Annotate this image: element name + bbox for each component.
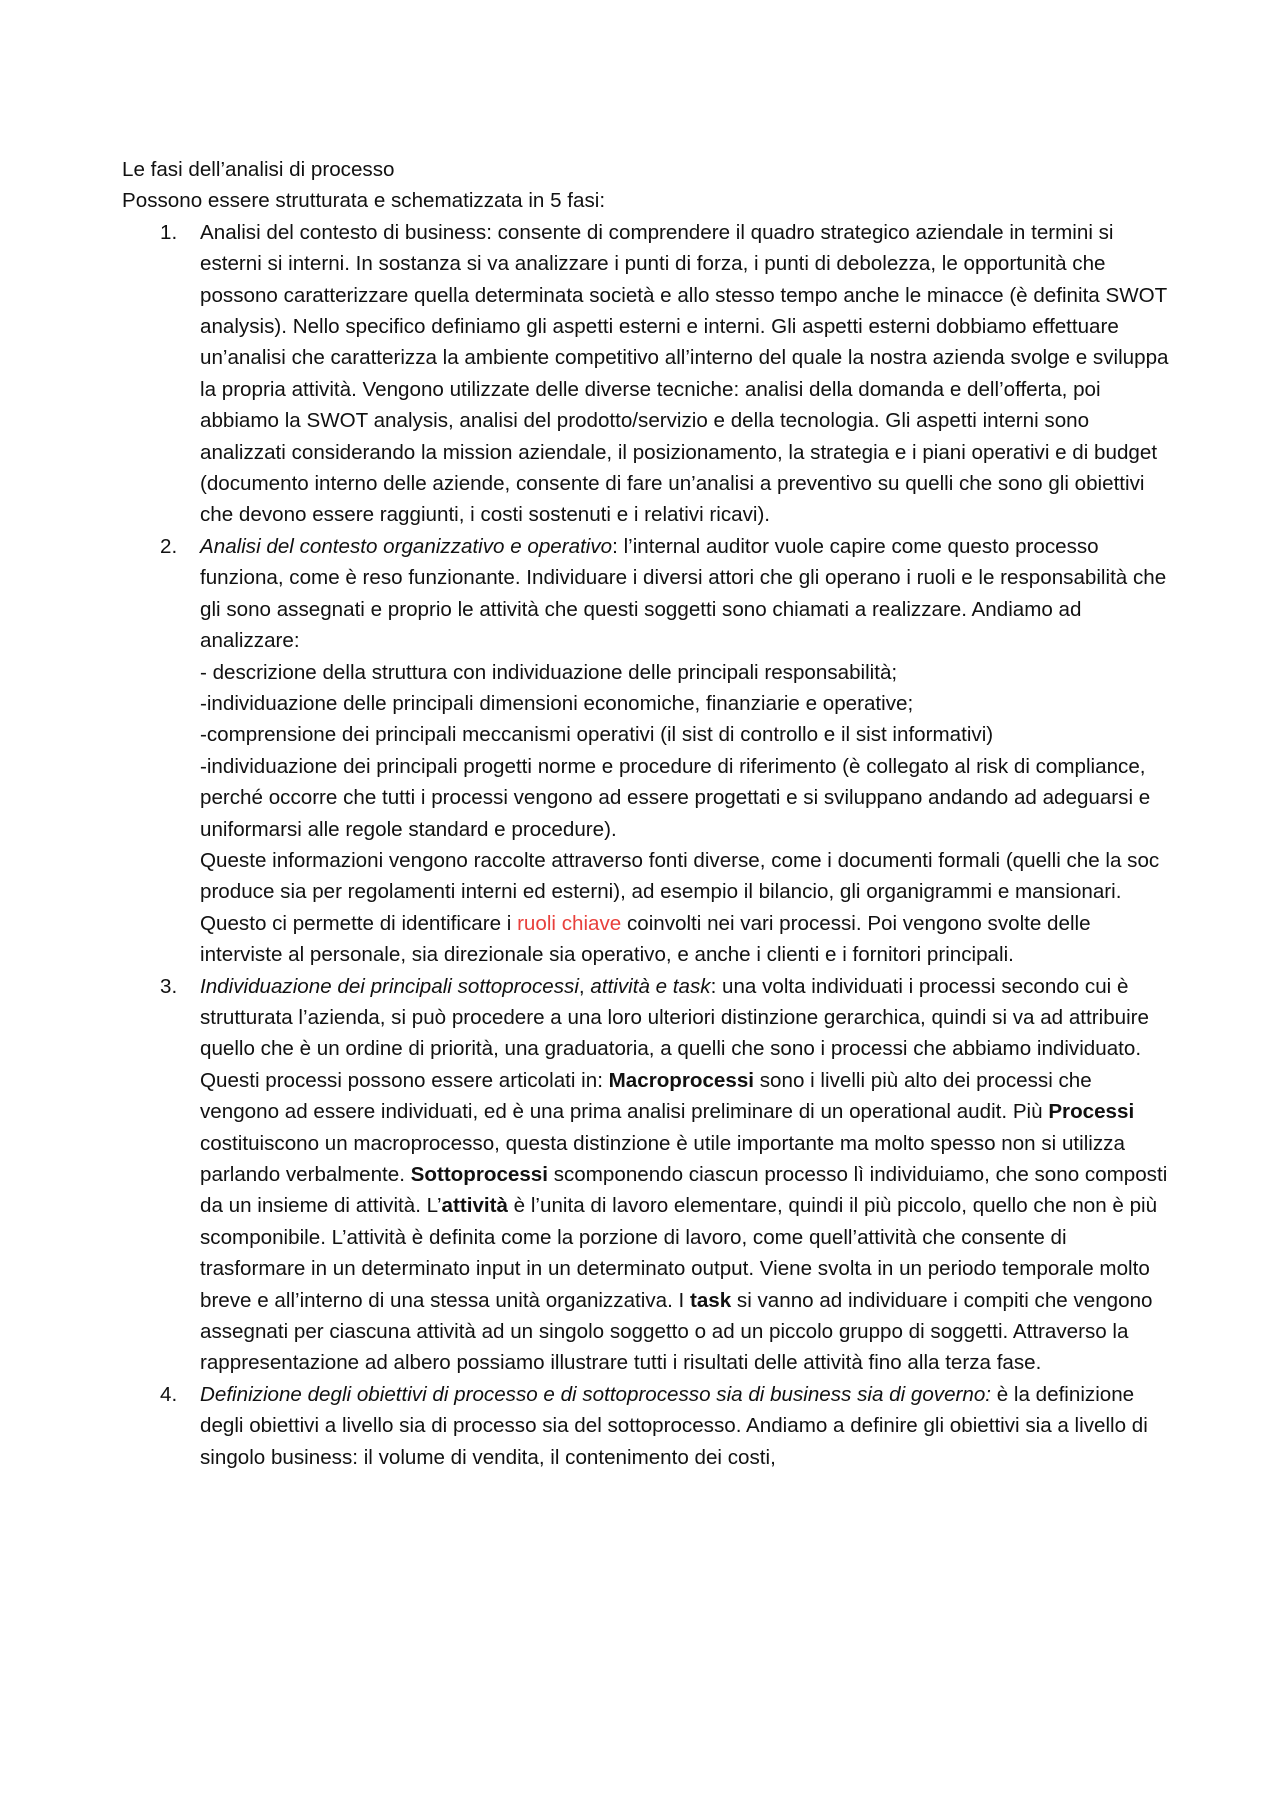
list-item-number: 1. [160, 220, 178, 244]
phases-list [122, 217, 1170, 1473]
document-title: Le fasi dell’analisi di processo [122, 158, 395, 181]
document-intro: Possono essere strutturata e schematizzata in 5 fasi: [122, 189, 606, 213]
list-item [122, 1379, 1170, 1473]
list-item [122, 531, 1170, 971]
list-item [122, 971, 1170, 1379]
list-item-number: 2. [160, 534, 178, 558]
phase-3-text: Individuazione dei principali sottoprocessi, attività e task: una volta individuati i processi secondo cui è strutturata l’azienda, si può procedere a una loro ulteriori distinzione gerarchica, quindi si va ad attribuire quello che è un ordine di priorità, una graduatoria, a quelli che sono i processi che abbiamo individuato. Questi processi possono essere articolati in: Macroprocessi sono i livelli più alto dei processi che vengono ad essere individuati, ed è una prima analisi preliminare di un operational audit. Più Processi costituiscono un macroprocesso, questa distinzione è utile importante ma molto spesso non si utilizza parlando verbalmente. Sottoprocessi scomponendo ciascun processo lì individuiamo, che sono composti da un insieme di attività. L’attività è l’unita di lavoro elementare, quindi il più piccolo, quello che non è più scomponibile. L’attività è definita come la porzione di lavoro, come quell’attività che consente di trasformare in un determinato input in un determinato output. Viene svolta in un periodo temporale molto breve e all’interno di una stessa unità organizzativa. I task si vanno ad individuare i compiti che vengono assegnati per ciascuna attività ad un singolo soggetto o ad un piccolo gruppo di soggetti. Attraverso la rappresentazione ad albero possiamo illustrare tutti i risultati delle attività fino alla terza fase. [200, 974, 1168, 1375]
list-item-number: 3. [160, 974, 178, 998]
document-body [122, 154, 1170, 1473]
list-item-number: 4. [160, 1382, 178, 1406]
list-item [122, 217, 1170, 531]
phase-4-text: Definizione degli obiettivi di processo e di sottoprocesso sia di business sia di governo: è la definizione degli obiettivi a livello sia di processo sia del sottoprocesso. Andiamo a definire gli obiettivi sia a livello di singolo business: il volume di vendita, il contenimento dei costi, [200, 1382, 1148, 1469]
phase-1-text: Analisi del contesto di business: consente di comprendere il quadro strategico aziendale in termini si esterni si interni. In sostanza si va analizzare i punti di forza, i punti di debolezza, le opportunità che possono caratterizzare quella determinata società e allo stesso tempo anche le minacce (è definita SWOT analysis). Nello specifico definiamo gli aspetti esterni e interni. Gli aspetti esterni dobbiamo effettuare un’analisi che caratterizza la ambiente competitivo all’interno del quale la nostra azienda svolge e sviluppa la propria attività. Vengono utilizzate delle diverse tecniche: analisi della domanda e dell’offerta, poi abbiamo la SWOT analysis, analisi del prodotto/servizio e della tecnologia. Gli aspetti interni sono analizzati considerando la mission aziendale, il posizionamento, la strategia e i piani operativi e di budget (documento interno delle aziende, consente di fare un’analisi a preventivo su quelli che sono gli obiettivi che devono essere raggiunti, i costi sostenuti e i relativi ricavi). [200, 220, 1169, 527]
phase-2-text: Analisi del contesto organizzativo e operativo: l’internal auditor vuole capire come questo processo funziona, come è reso funzionante. Individuare i diversi attori che gli operano i ruoli e le responsabilità che gli sono assegnati e proprio le attività che questi soggetti sono chiamati a realizzare. Andiamo ad analizzare: - descrizione della struttura con individuazione delle principali responsabilità; -individuazione delle principali dimensioni economiche, finanziarie e operative; -comprensione dei principali meccanismi operativi (il sist di controllo e il sist informativi) -individuazione dei principali progetti norme e procedure di riferimento (è collegato al risk di compliance, perché occorre che tutti i processi vengono ad essere progettati e si sviluppano andando ad adeguarsi e uniformarsi alle regole standard e procedure). Queste informazioni vengono raccolte attraverso fonti diverse, come i documenti formali (quelli che la soc produce sia per regolamenti interni ed esterni), ad esempio il bilancio, gli organigrammi e mansionari. Questo ci permette di identificare i ruoli chiave coinvolti nei vari processi. Poi vengono svolte delle interviste al personale, sia direzionale sia operativo, e anche i clienti e i fornitori principali. [200, 534, 1167, 967]
